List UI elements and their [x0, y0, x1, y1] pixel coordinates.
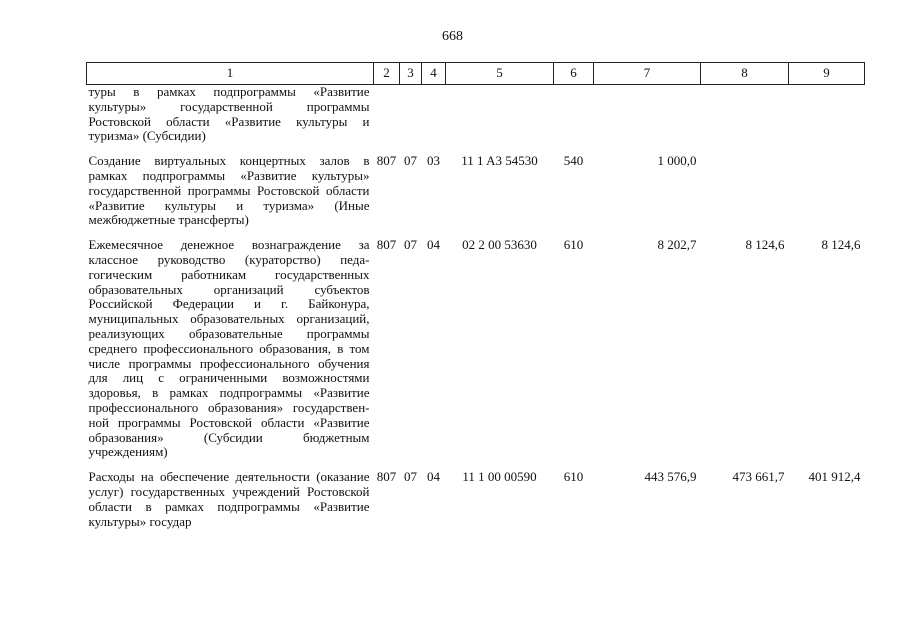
cell-csr: 11 1 00 00590: [462, 469, 537, 485]
table-row: [87, 154, 865, 238]
cell-rz: [400, 85, 422, 155]
cell-amount-9: 8 124,6: [821, 237, 861, 253]
table-header-row: [87, 63, 865, 85]
column-header: 7: [594, 63, 701, 85]
cell-amount-9: [789, 85, 865, 155]
cell-amount-8: 8 124,6: [745, 237, 785, 253]
row-name: Расходы на обеспечение деятельности (оказание услуг) государственных учреждений Ростовской области в рамках подпрограммы «Развитие культуры» государ: [88, 469, 370, 529]
cell-pr: 04: [427, 237, 440, 253]
cell-amount-8: [701, 85, 789, 155]
column-header: 5: [446, 63, 554, 85]
table-row: [87, 85, 865, 155]
column-header: 8: [701, 63, 789, 85]
cell-gr: 807: [376, 469, 397, 485]
cell-rz: 07: [404, 469, 417, 485]
cell-amount-7: [594, 85, 701, 155]
cell-csr: [446, 85, 554, 155]
cell-pr: 03: [427, 153, 440, 169]
cell-csr: 11 1 A3 54530: [461, 153, 538, 169]
cell-rz: 07: [404, 237, 417, 253]
cell-vr: 610: [563, 237, 584, 253]
cell-amount-8: 473 661,7: [732, 469, 785, 485]
row-name: Ежемесячное денежное вознаграждение за классное руководство (кураторство) педагогическим работникам государственных образовательных организаций субъектов Российской Федерации и г. Байконура, муниципальных образовательных организаций, реализующих образовательные программы среднего профессионального образования, в том числе программы профессионального обучения для лиц с ограниченными возможностями здоровья, в рамках подпрограммы «Развитие профессионального образования» государственной программы Ростовской области «Развитие образования» (Субсидии бюджетным учреждениям): [88, 237, 370, 460]
cell-vr: [554, 85, 594, 155]
cell-amount-9: [789, 154, 865, 238]
row-name: Создание виртуальных концертных залов в рамках подпрограммы «Развитие культуры» государственной программы Ростовской области «Развитие культуры и туризма» (Иные межбюджетные трансферты): [88, 153, 370, 228]
cell-amount-7: 443 576,9: [644, 469, 697, 485]
cell-gr: 807: [376, 237, 397, 253]
cell-amount-9: 401 912,4: [808, 469, 861, 485]
column-header: 9: [789, 63, 865, 85]
column-header: 1: [87, 63, 374, 85]
cell-gr: [374, 85, 400, 155]
row-name: туры в рамках подпрограммы «Развитие культуры» государственной программы Ростовской области «Развитие культуры и туризма» (Субсидии): [88, 84, 370, 144]
table-row: [87, 238, 865, 470]
budget-table: [86, 62, 865, 539]
column-header: 6: [554, 63, 594, 85]
column-header: 3: [400, 63, 422, 85]
cell-pr: 04: [427, 469, 440, 485]
cell-vr: 540: [563, 153, 584, 169]
table-row: [87, 470, 865, 539]
column-header: 2: [374, 63, 400, 85]
cell-rz: 07: [404, 153, 417, 169]
cell-amount-8: [701, 154, 789, 238]
cell-gr: 807: [376, 153, 397, 169]
page-number: 668: [442, 29, 463, 44]
cell-csr: 02 2 00 53630: [462, 237, 537, 253]
column-header: 4: [422, 63, 446, 85]
cell-amount-7: 8 202,7: [657, 237, 697, 253]
cell-amount-7: 1 000,0: [657, 153, 697, 169]
cell-pr: [422, 85, 446, 155]
cell-vr: 610: [563, 469, 584, 485]
